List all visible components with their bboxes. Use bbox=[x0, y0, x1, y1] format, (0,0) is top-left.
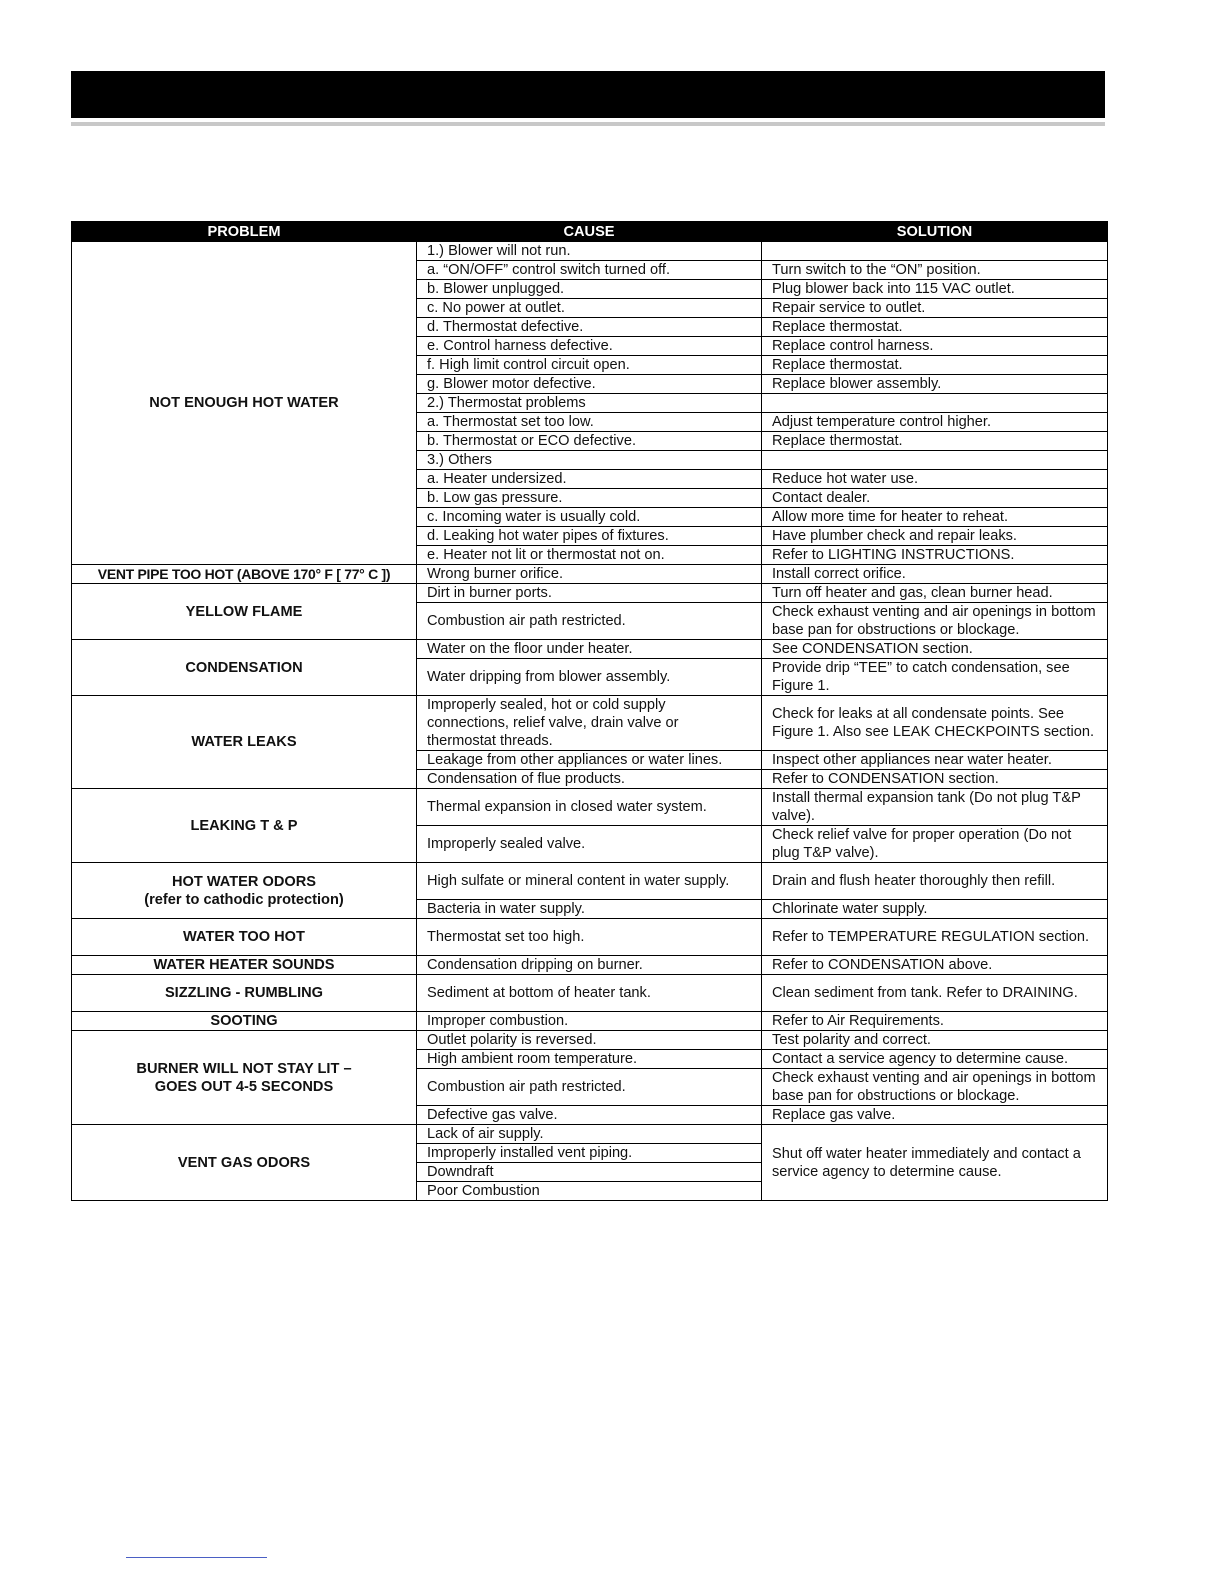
cause-cell: a. Heater undersized. bbox=[417, 470, 762, 489]
problem-note: (refer to cathodic protection) bbox=[144, 891, 344, 908]
cause-cell: Improperly installed vent piping. bbox=[417, 1144, 762, 1163]
cause-cell: a. “ON/OFF” control switch turned off. bbox=[417, 261, 762, 280]
cause-cell: e. Heater not lit or thermostat not on. bbox=[417, 546, 762, 565]
table-row bbox=[72, 1125, 1108, 1144]
table-row bbox=[72, 565, 1108, 584]
problem-cell: SOOTING bbox=[72, 1012, 417, 1031]
solution-cell: Plug blower back into 115 VAC outlet. bbox=[762, 280, 1108, 299]
problem-cell: WATER HEATER SOUNDS bbox=[72, 956, 417, 975]
problem-cell: CONDENSATION bbox=[72, 640, 417, 696]
column-header-cause: CAUSE bbox=[417, 222, 762, 242]
solution-cell: Drain and flush heater thoroughly then refill. bbox=[762, 863, 1108, 900]
cause-cell: Improperly sealed, hot or cold supply connections, relief valve, drain valve or thermostat threads. bbox=[417, 696, 762, 751]
cause-cell: Improper combustion. bbox=[417, 1012, 762, 1031]
solution-cell: Refer to CONDENSATION above. bbox=[762, 956, 1108, 975]
cause-cell: Bacteria in water supply. bbox=[417, 900, 762, 919]
problem-cell: VENT PIPE TOO HOT (ABOVE 170° F [ 77° C ]) bbox=[72, 565, 417, 584]
problem-cell: YELLOW FLAME bbox=[72, 584, 417, 640]
cause-cell: Thermostat set too high. bbox=[417, 919, 762, 956]
cause-cell: Water dripping from blower assembly. bbox=[417, 659, 762, 696]
problem-title: BURNER WILL NOT STAY LIT – bbox=[136, 1060, 352, 1077]
solution-cell: Contact a service agency to determine cause. bbox=[762, 1050, 1108, 1069]
cause-cell: 3.) Others bbox=[417, 451, 762, 470]
problem-cell: SIZZLING - RUMBLING bbox=[72, 975, 417, 1012]
cause-cell: High sulfate or mineral content in water supply. bbox=[417, 863, 762, 900]
solution-cell: Replace blower assembly. bbox=[762, 375, 1108, 394]
column-header-problem: PROBLEM bbox=[72, 222, 417, 242]
cause-cell: f. High limit control circuit open. bbox=[417, 356, 762, 375]
cause-cell: Poor Combustion bbox=[417, 1182, 762, 1201]
problem-cell: NOT ENOUGH HOT WATER bbox=[72, 242, 417, 565]
table-row bbox=[72, 1012, 1108, 1031]
problem-note: GOES OUT 4-5 SECONDS bbox=[154, 1078, 334, 1095]
problem-cell bbox=[72, 1031, 417, 1125]
cause-cell: Wrong burner orifice. bbox=[417, 565, 762, 584]
problem-cell: VENT GAS ODORS bbox=[72, 1125, 417, 1201]
cause-cell: c. Incoming water is usually cold. bbox=[417, 508, 762, 527]
cause-cell: e. Control harness defective. bbox=[417, 337, 762, 356]
solution-cell: Refer to Air Requirements. bbox=[762, 1012, 1108, 1031]
cause-cell: 2.) Thermostat problems bbox=[417, 394, 762, 413]
solution-cell: Check for leaks at all condensate points. See Figure 1. Also see LEAK CHECKPOINTS section. bbox=[762, 696, 1108, 751]
solution-cell: Inspect other appliances near water heater. bbox=[762, 751, 1108, 770]
cause-cell: g. Blower motor defective. bbox=[417, 375, 762, 394]
table-row bbox=[72, 956, 1108, 975]
cause-cell: Defective gas valve. bbox=[417, 1106, 762, 1125]
cause-cell: Condensation of flue products. bbox=[417, 770, 762, 789]
cause-cell: b. Blower unplugged. bbox=[417, 280, 762, 299]
solution-cell: Check relief valve for proper operation (Do not plug T&P valve). bbox=[762, 826, 1108, 863]
column-header-solution: SOLUTION bbox=[762, 222, 1108, 242]
cause-cell: 1.) Blower will not run. bbox=[417, 242, 762, 261]
cause-cell: Downdraft bbox=[417, 1163, 762, 1182]
solution-cell: Check exhaust venting and air openings in bottom base pan for obstructions or blockage. bbox=[762, 603, 1108, 640]
solution-cell: Repair service to outlet. bbox=[762, 299, 1108, 318]
solution-cell: Replace thermostat. bbox=[762, 356, 1108, 375]
solution-cell: Turn off heater and gas, clean burner head. bbox=[762, 584, 1108, 603]
problem-cell: WATER LEAKS bbox=[72, 696, 417, 789]
solution-cell: Contact dealer. bbox=[762, 489, 1108, 508]
solution-cell bbox=[762, 394, 1108, 413]
cause-cell: High ambient room temperature. bbox=[417, 1050, 762, 1069]
solution-cell: Install thermal expansion tank (Do not plug T&P valve). bbox=[762, 789, 1108, 826]
solution-cell: Have plumber check and repair leaks. bbox=[762, 527, 1108, 546]
solution-cell: Replace thermostat. bbox=[762, 318, 1108, 337]
header-rule bbox=[71, 122, 1105, 126]
table-row bbox=[72, 919, 1108, 956]
cause-cell: Combustion air path restricted. bbox=[417, 1069, 762, 1106]
cause-cell: Combustion air path restricted. bbox=[417, 603, 762, 640]
solution-cell: Check exhaust venting and air openings in bottom base pan for obstructions or blockage. bbox=[762, 1069, 1108, 1106]
solution-cell: Refer to TEMPERATURE REGULATION section. bbox=[762, 919, 1108, 956]
table-row bbox=[72, 975, 1108, 1012]
table-row bbox=[72, 1031, 1108, 1050]
solution-cell: Reduce hot water use. bbox=[762, 470, 1108, 489]
cause-cell: Condensation dripping on burner. bbox=[417, 956, 762, 975]
cause-cell: Lack of air supply. bbox=[417, 1125, 762, 1144]
troubleshooting-table bbox=[71, 221, 1108, 1201]
table-header-row bbox=[72, 222, 1108, 242]
problem-cell bbox=[72, 863, 417, 919]
solution-cell: Clean sediment from tank. Refer to DRAINING. bbox=[762, 975, 1108, 1012]
solution-cell: Replace thermostat. bbox=[762, 432, 1108, 451]
solution-cell: Test polarity and correct. bbox=[762, 1031, 1108, 1050]
solution-cell: Provide drip “TEE” to catch condensation, see Figure 1. bbox=[762, 659, 1108, 696]
cause-cell: d. Leaking hot water pipes of fixtures. bbox=[417, 527, 762, 546]
table-row bbox=[72, 863, 1108, 900]
table-row bbox=[72, 789, 1108, 826]
cause-cell: Dirt in burner ports. bbox=[417, 584, 762, 603]
cause-cell: Thermal expansion in closed water system. bbox=[417, 789, 762, 826]
cause-cell: b. Low gas pressure. bbox=[417, 489, 762, 508]
solution-cell: Shut off water heater immediately and contact a service agency to determine cause. bbox=[762, 1125, 1108, 1201]
solution-cell: Refer to LIGHTING INSTRUCTIONS. bbox=[762, 546, 1108, 565]
table-row bbox=[72, 640, 1108, 659]
table-row bbox=[72, 584, 1108, 603]
solution-cell: Turn switch to the “ON” position. bbox=[762, 261, 1108, 280]
footer-link-underline[interactable] bbox=[126, 1557, 267, 1558]
solution-cell: See CONDENSATION section. bbox=[762, 640, 1108, 659]
problem-title: HOT WATER ODORS bbox=[171, 873, 317, 890]
solution-cell: Refer to CONDENSATION section. bbox=[762, 770, 1108, 789]
solution-cell: Replace gas valve. bbox=[762, 1106, 1108, 1125]
problem-cell: LEAKING T & P bbox=[72, 789, 417, 863]
cause-cell: Improperly sealed valve. bbox=[417, 826, 762, 863]
solution-cell: Install correct orifice. bbox=[762, 565, 1108, 584]
cause-cell: Sediment at bottom of heater tank. bbox=[417, 975, 762, 1012]
solution-cell: Adjust temperature control higher. bbox=[762, 413, 1108, 432]
solution-cell bbox=[762, 242, 1108, 261]
cause-cell: c. No power at outlet. bbox=[417, 299, 762, 318]
solution-cell bbox=[762, 451, 1108, 470]
cause-cell: b. Thermostat or ECO defective. bbox=[417, 432, 762, 451]
cause-cell: d. Thermostat defective. bbox=[417, 318, 762, 337]
table-row bbox=[72, 242, 1108, 261]
cause-cell: Water on the floor under heater. bbox=[417, 640, 762, 659]
cause-cell: Leakage from other appliances or water lines. bbox=[417, 751, 762, 770]
solution-cell: Chlorinate water supply. bbox=[762, 900, 1108, 919]
solution-cell: Allow more time for heater to reheat. bbox=[762, 508, 1108, 527]
cause-cell: Outlet polarity is reversed. bbox=[417, 1031, 762, 1050]
problem-cell: WATER TOO HOT bbox=[72, 919, 417, 956]
cause-cell: a. Thermostat set too low. bbox=[417, 413, 762, 432]
solution-cell: Replace control harness. bbox=[762, 337, 1108, 356]
table-row bbox=[72, 696, 1108, 751]
header-bar bbox=[71, 71, 1105, 118]
